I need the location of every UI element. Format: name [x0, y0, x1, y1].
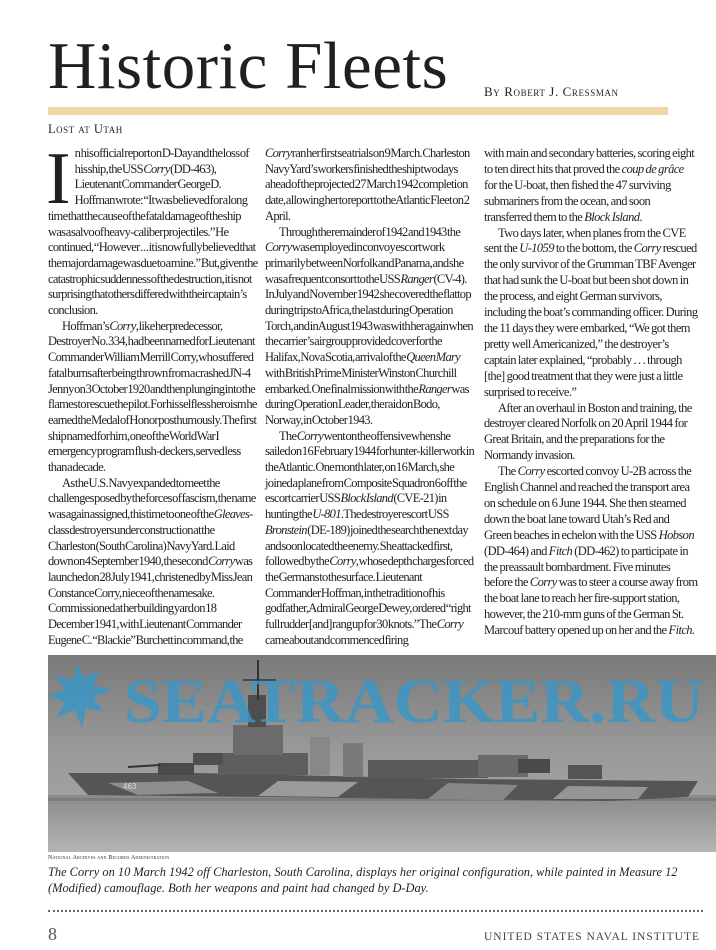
article-paragraph [265, 225, 475, 429]
italic-text: Corry [109, 318, 136, 333]
body-text: was launched on 28 July 1941, christened by Miss Jean Constance Corry, niece of the namesake. Commissioned at her building yard on 18 December 1941, with Lieutenant Commander Eugene C. “Blackie” Burchett in command, the [48, 554, 253, 647]
italic-text: Corry [436, 617, 464, 632]
article-paragraph [46, 138, 258, 319]
italic-text: U-1059 [519, 241, 554, 256]
body-text: Through the remainder of 1942 and 1943 the [279, 224, 461, 239]
article-kicker: Lost at Utah [48, 122, 123, 136]
italic-text: Ranger [418, 381, 451, 396]
article-paragraph [265, 146, 475, 225]
italic-text: Corry [208, 554, 235, 569]
photo-caption: The Corry on 10 March 1942 off Charleston, South Carolina, displays her original configuration, while painted in Measure 12 (Modified) camouflage. Both her weapons and paint had changed by D-Day. [48, 865, 678, 895]
italic-text: Corry [529, 575, 557, 590]
italic-text: Fitch [668, 623, 692, 638]
body-text: (CV-4). In July and November 1942 she covered the flattop during trips to Africa, the last during Operation Torch, and in August 1943 was with her again when the carrier’s air group provided cover for the Halifax, Nova Scotia, arrival of the [265, 271, 473, 365]
article-paragraph [484, 146, 698, 226]
hull-number: 463 [123, 782, 137, 791]
photo-credit: National Archives and Records Administration [48, 855, 170, 861]
body-text: (DD-463), Lieutenant Commander George D. Hoffman wrote: “It was believed for a long time that the cause of the fatal damage of the ship was a salvo of heavy-caliber projectiles.” He continued, “However . . . it is now fully believed that the major damage was due to a mine.” But, given the catastrophic suddenness of the destruction, it is not surprising that others differed with their captain’s conclusion. [48, 161, 258, 318]
body-text: Two days later, when planes from the CVE sent the [484, 225, 686, 256]
body-text: was during Operation Leader, the raid on Bodo, Norway, in October 1943. [265, 381, 469, 427]
body-text: , whose depth charges forced the Germans to the surface. Lieutenant Commander Hoffman, in the tradition of his godfather, Admiral George Dewey, ordered “right full rudder [and] rang up for 30 knots.” The [265, 554, 474, 632]
page-number: 8 [48, 924, 57, 944]
italic-text: U-801 [312, 507, 341, 522]
body-text: -class destroyers under construction at the Charleston (South Carolina) Navy Yard. Laid down on 4 September 1940, the second [48, 507, 253, 569]
ship-photo [48, 655, 716, 852]
body-text: went on the offensive when she sailed on 16 February 1944 for hunter-killer work in the Atlantic. One month later, on 16 March, she joined a plane from Composite Squadron 6 off the escort carrier USS [265, 428, 475, 506]
body-text: (DE-189) joined the search the next day and soon located the enemy. She attacked first, followed by the [265, 522, 468, 569]
article-paragraph [484, 226, 698, 401]
article-paragraph [484, 464, 698, 639]
italic-text: coup de grâce [621, 161, 684, 176]
page-title: Historic Fleets [48, 29, 449, 103]
article-column-2 [265, 146, 475, 649]
watermark-text: SEATRACKER.RU [124, 668, 704, 732]
article-paragraph [48, 319, 258, 476]
body-text: was employed in convoy escort work primarily between Norfolk and Panama, and she was a frequent consort to the USS [265, 240, 464, 286]
italic-text: Corry [265, 146, 292, 160]
body-text: to the bottom, the [553, 241, 634, 256]
body-text: . [691, 623, 695, 638]
body-text: After an overhaul in Boston and training, the destroyer cleared Norfolk on 20 April 1944 for Great Britain, and the preparations for the Normandy invasion. [484, 400, 692, 463]
italic-text: Corry [265, 240, 292, 255]
italic-text: Queen Mary [406, 350, 461, 365]
italic-text: Corry [329, 554, 356, 569]
destroyer-image [48, 655, 716, 852]
title-rule [48, 107, 668, 115]
body-text: for the U-boat, then fished the 47 surviving submariners from the ocean, and soon transferred them to the [484, 177, 671, 224]
article-paragraph [48, 476, 258, 649]
italic-text: Hobson [658, 527, 694, 542]
body-text: was to steer a course away from the boat lane to reach her fire-support station, however, the 210-mm guns of the German St. Marcouf battery opened up on her and the [484, 575, 698, 638]
body-text: . The destroyer escort USS [340, 507, 449, 522]
italic-text: Corry [633, 241, 661, 256]
italic-text: Bronstein [265, 522, 307, 537]
italic-text: Block Island [584, 209, 640, 224]
article-column-1 [46, 138, 258, 649]
italic-text: Gleaves [213, 507, 250, 522]
drop-cap: I [46, 138, 71, 220]
italic-text: Corry [143, 161, 170, 176]
body-text: The [279, 428, 297, 443]
italic-text: Ranger [400, 271, 434, 286]
body-text: ran her first sea trials on 9 March. Charleston Navy Yard’s workers finished the ship two days ahead of the projected 27 March 1942 completion date, allowing her to report to the Atlantic Fleet on 2 April. [265, 146, 470, 223]
body-text: with main and secondary batteries, scoring eight to ten direct hits that proved the [484, 146, 695, 176]
body-text: , like her predecessor, Destroyer No. 334, had been named for Lieutenant Commander William Merrill Corry, who suffered fatal burns after being thrown from a crashed JN-4 Jenny on 3 October 1920 and then plunging into the flames to rescue the pilot. For his selfless heroism he earned the Medal of Honor posthumously. The first ship named for him, one of the World War I emergency program flush-deckers, served less than a decade. [48, 318, 257, 475]
body-text: n his official report on D-Day and the loss of his ship, the USS [74, 146, 249, 176]
italic-text: Block Island [340, 491, 393, 506]
italic-text: Corry [296, 428, 324, 443]
body-text: . [639, 209, 642, 224]
article-paragraph [484, 401, 698, 465]
article-column-3 [484, 146, 698, 639]
body-text: with British Prime Minister Winston Churchill embarked. One final mission with the [265, 365, 457, 396]
footer-divider [48, 910, 703, 912]
body-text: Hoffman’s [62, 318, 110, 333]
body-text: (DD-464) and [484, 543, 549, 558]
body-text: escorted convoy U-2B across the English Channel and reached the transport area on schedule on 6 June 1944. She then steamed down the boat lane toward Utah’s Red and Green beaches in echelon with the USS [484, 464, 692, 542]
body-text: rescued the only survivor of the Grumman TBF Avenger that had sunk the U-boat but been shot down in the process, and eight German survivors, including the boat’s commanding officer. During the 11 days they were embarked, “We got them pretty well Americanized,” the destroyer’s captain later explained, “probably . . . through [the] good treatment that they were just a little surprised to receive.” [484, 241, 698, 399]
body-text: (CVE-21) in hunting the [265, 491, 447, 522]
byline: By Robert J. Cressman [484, 84, 619, 99]
italic-text: Corry [517, 464, 545, 479]
publisher-name: UNITED STATES NAVAL INSTITUTE [483, 931, 700, 943]
body-text: The [498, 464, 518, 479]
article-paragraph [265, 429, 475, 649]
italic-text: Fitch [548, 543, 573, 558]
body-text: came about and commenced firing [265, 632, 409, 647]
body-text: (DD-462) to participate in the preassault bombardment. Five minutes before the [484, 543, 688, 590]
body-text: As the U.S. Navy expanded to meet the challenges posed by the forces of fascism, the name was again assigned, this time to one of the [48, 475, 256, 522]
